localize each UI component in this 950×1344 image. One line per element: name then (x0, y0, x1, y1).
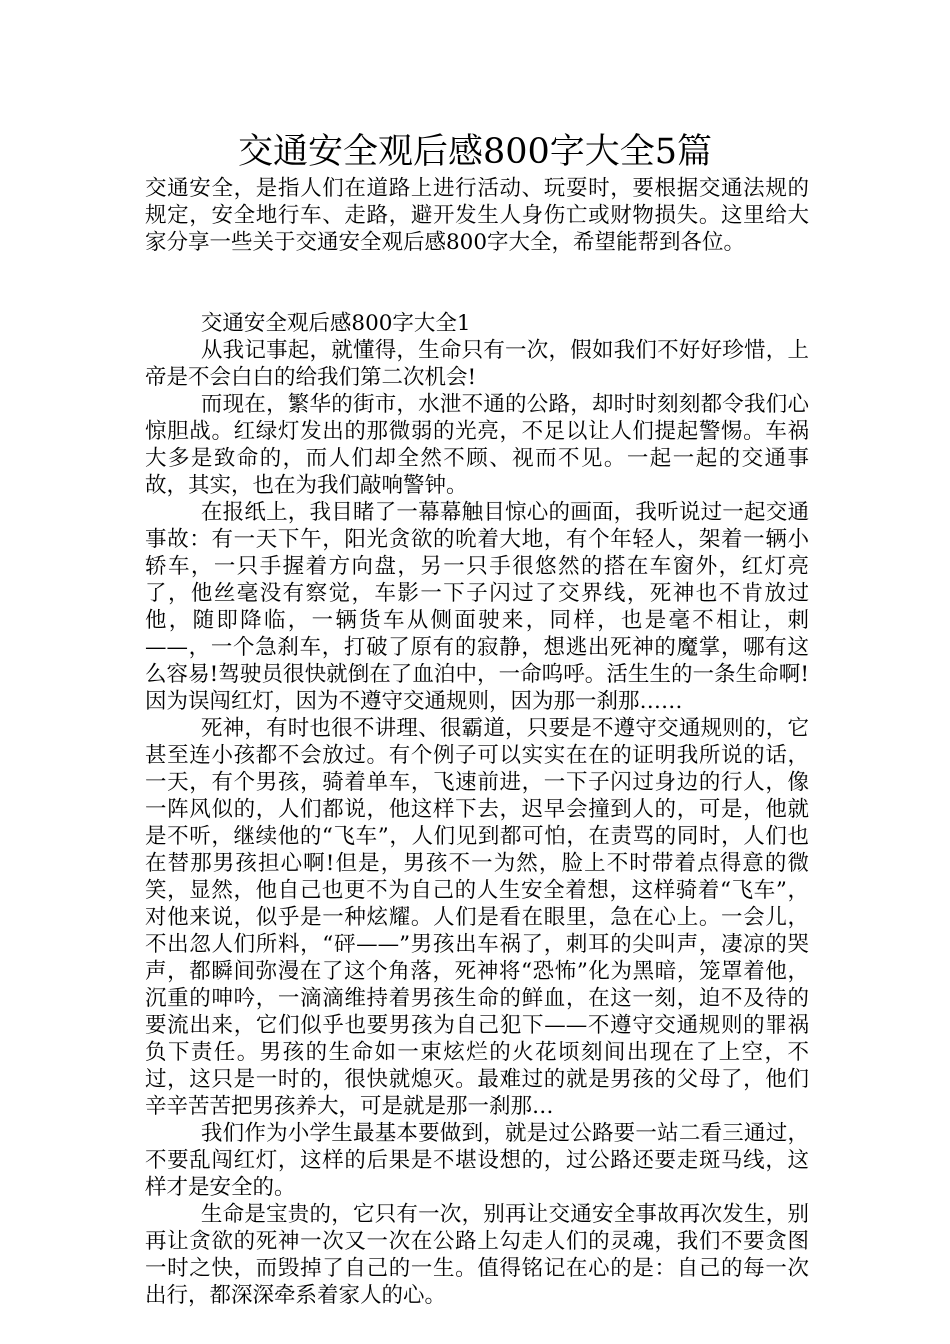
body-paragraph: 在报纸上，我目睹了一幕幕触目惊心的画面，我听说过一起交通事故：有一天下午，阳光贪欲的吮着大地，有个年轻人，架着一辆小轿车，一只手握着方向盘，另一只手很悠然的搭在车窗外，红灯亮了，他丝毫没有察觉，车影一下子闪过了交界线，死神也不肯放过他，随即降临，一辆货车从侧面驶来，同样，也是毫不相让，刺——，一个急刹车，打破了原有的寂静，想逃出死神的魔掌，哪有这么容易!驾驶员很快就倒在了血泊中，一命呜呼。活生生的一条生命啊!因为误闯红灯，因为不遵守交通规则，因为那一刹那…… (145, 500, 809, 714)
document-title: 交通安全观后感800字大全5篇 (237, 132, 713, 172)
body-paragraph: 而现在，繁华的街市，水泄不通的公路，却时时刻刻都令我们心惊胆战。红绿灯发出的那微弱的光亮，不足以让人们提起警惕。车祸大多是致命的，而人们却全然不顾、视而不见。一起一起的交通事故，其实，也在为我们敲响警钟。 (145, 392, 809, 498)
body-paragraph: 从我记事起，就懂得，生命只有一次，假如我们不好好珍惜，上帝是不会白白的给我们第二次机会! (145, 338, 809, 390)
section-heading: 交通安全观后感800字大全1 (200, 311, 471, 336)
document-body (145, 175, 809, 1309)
intro-paragraph: 交通安全，是指人们在道路上进行活动、玩耍时，要根据交通法规的规定，安全地行车、走路，避开发生人身伤亡或财物损失。这里给大家分享一些关于交通安全观后感800字大全，希望能帮到各位。 (145, 176, 809, 255)
body-paragraph: 我们作为小学生最基本要做到，就是过公路要一站二看三通过，不要乱闯红灯，这样的后果是不堪设想的，过公路还要走斑马线，这样才是安全的。 (145, 1121, 809, 1200)
body-paragraph: 生命是宝贵的，它只有一次，别再让交通安全事故再次发生，别再让贪欲的死神一次又一次在公路上勾走人们的灵魂，我们不要贪图一时之快，而毁掉了自己的一生。值得铭记在心的是：自己的每一次出行，都深深牵系着家人的心。 (145, 1202, 809, 1308)
body-paragraph: 死神，有时也很不讲理、很霸道，只要是不遵守交通规则的，它甚至连小孩都不会放过。有个例子可以实实在在的证明我所说的话，一天，有个男孩，骑着单车，飞速前进，一下子闪过身边的行人，像一阵风似的，人们都说，他这样下去，迟早会撞到人的，可是，他就是不听，继续他的“飞车”，人们见到都可怕，在责骂的同时，人们也在替那男孩担心啊!但是，男孩不一为然，脸上不时带着点得意的微笑，显然，他自己也更不为自己的人生安全着想，这样骑着“飞车”，对他来说，似乎是一种炫耀。人们是看在眼里，急在心上。一会儿，不出忽人们所料，“砰——”男孩出车祸了，刺耳的尖叫声，凄凉的哭声，都瞬间弥漫在了这个角落，死神将“恐怖”化为黑暗，笼罩着他，沉重的呻吟，一滴滴维持着男孩生命的鲜血，在这一刻，迫不及待的要流出来，它们似乎也要男孩为自己犯下——不遵守交通规则的罪祸负下责任。男孩的生命如一束炫烂的火花顷刻间出现在了上空，不过，这只是一时的，很快就熄灭。最难过的就是男孩的父母了，他们辛辛苦苦把男孩养大，可是就是那一刹那… (145, 716, 809, 1119)
